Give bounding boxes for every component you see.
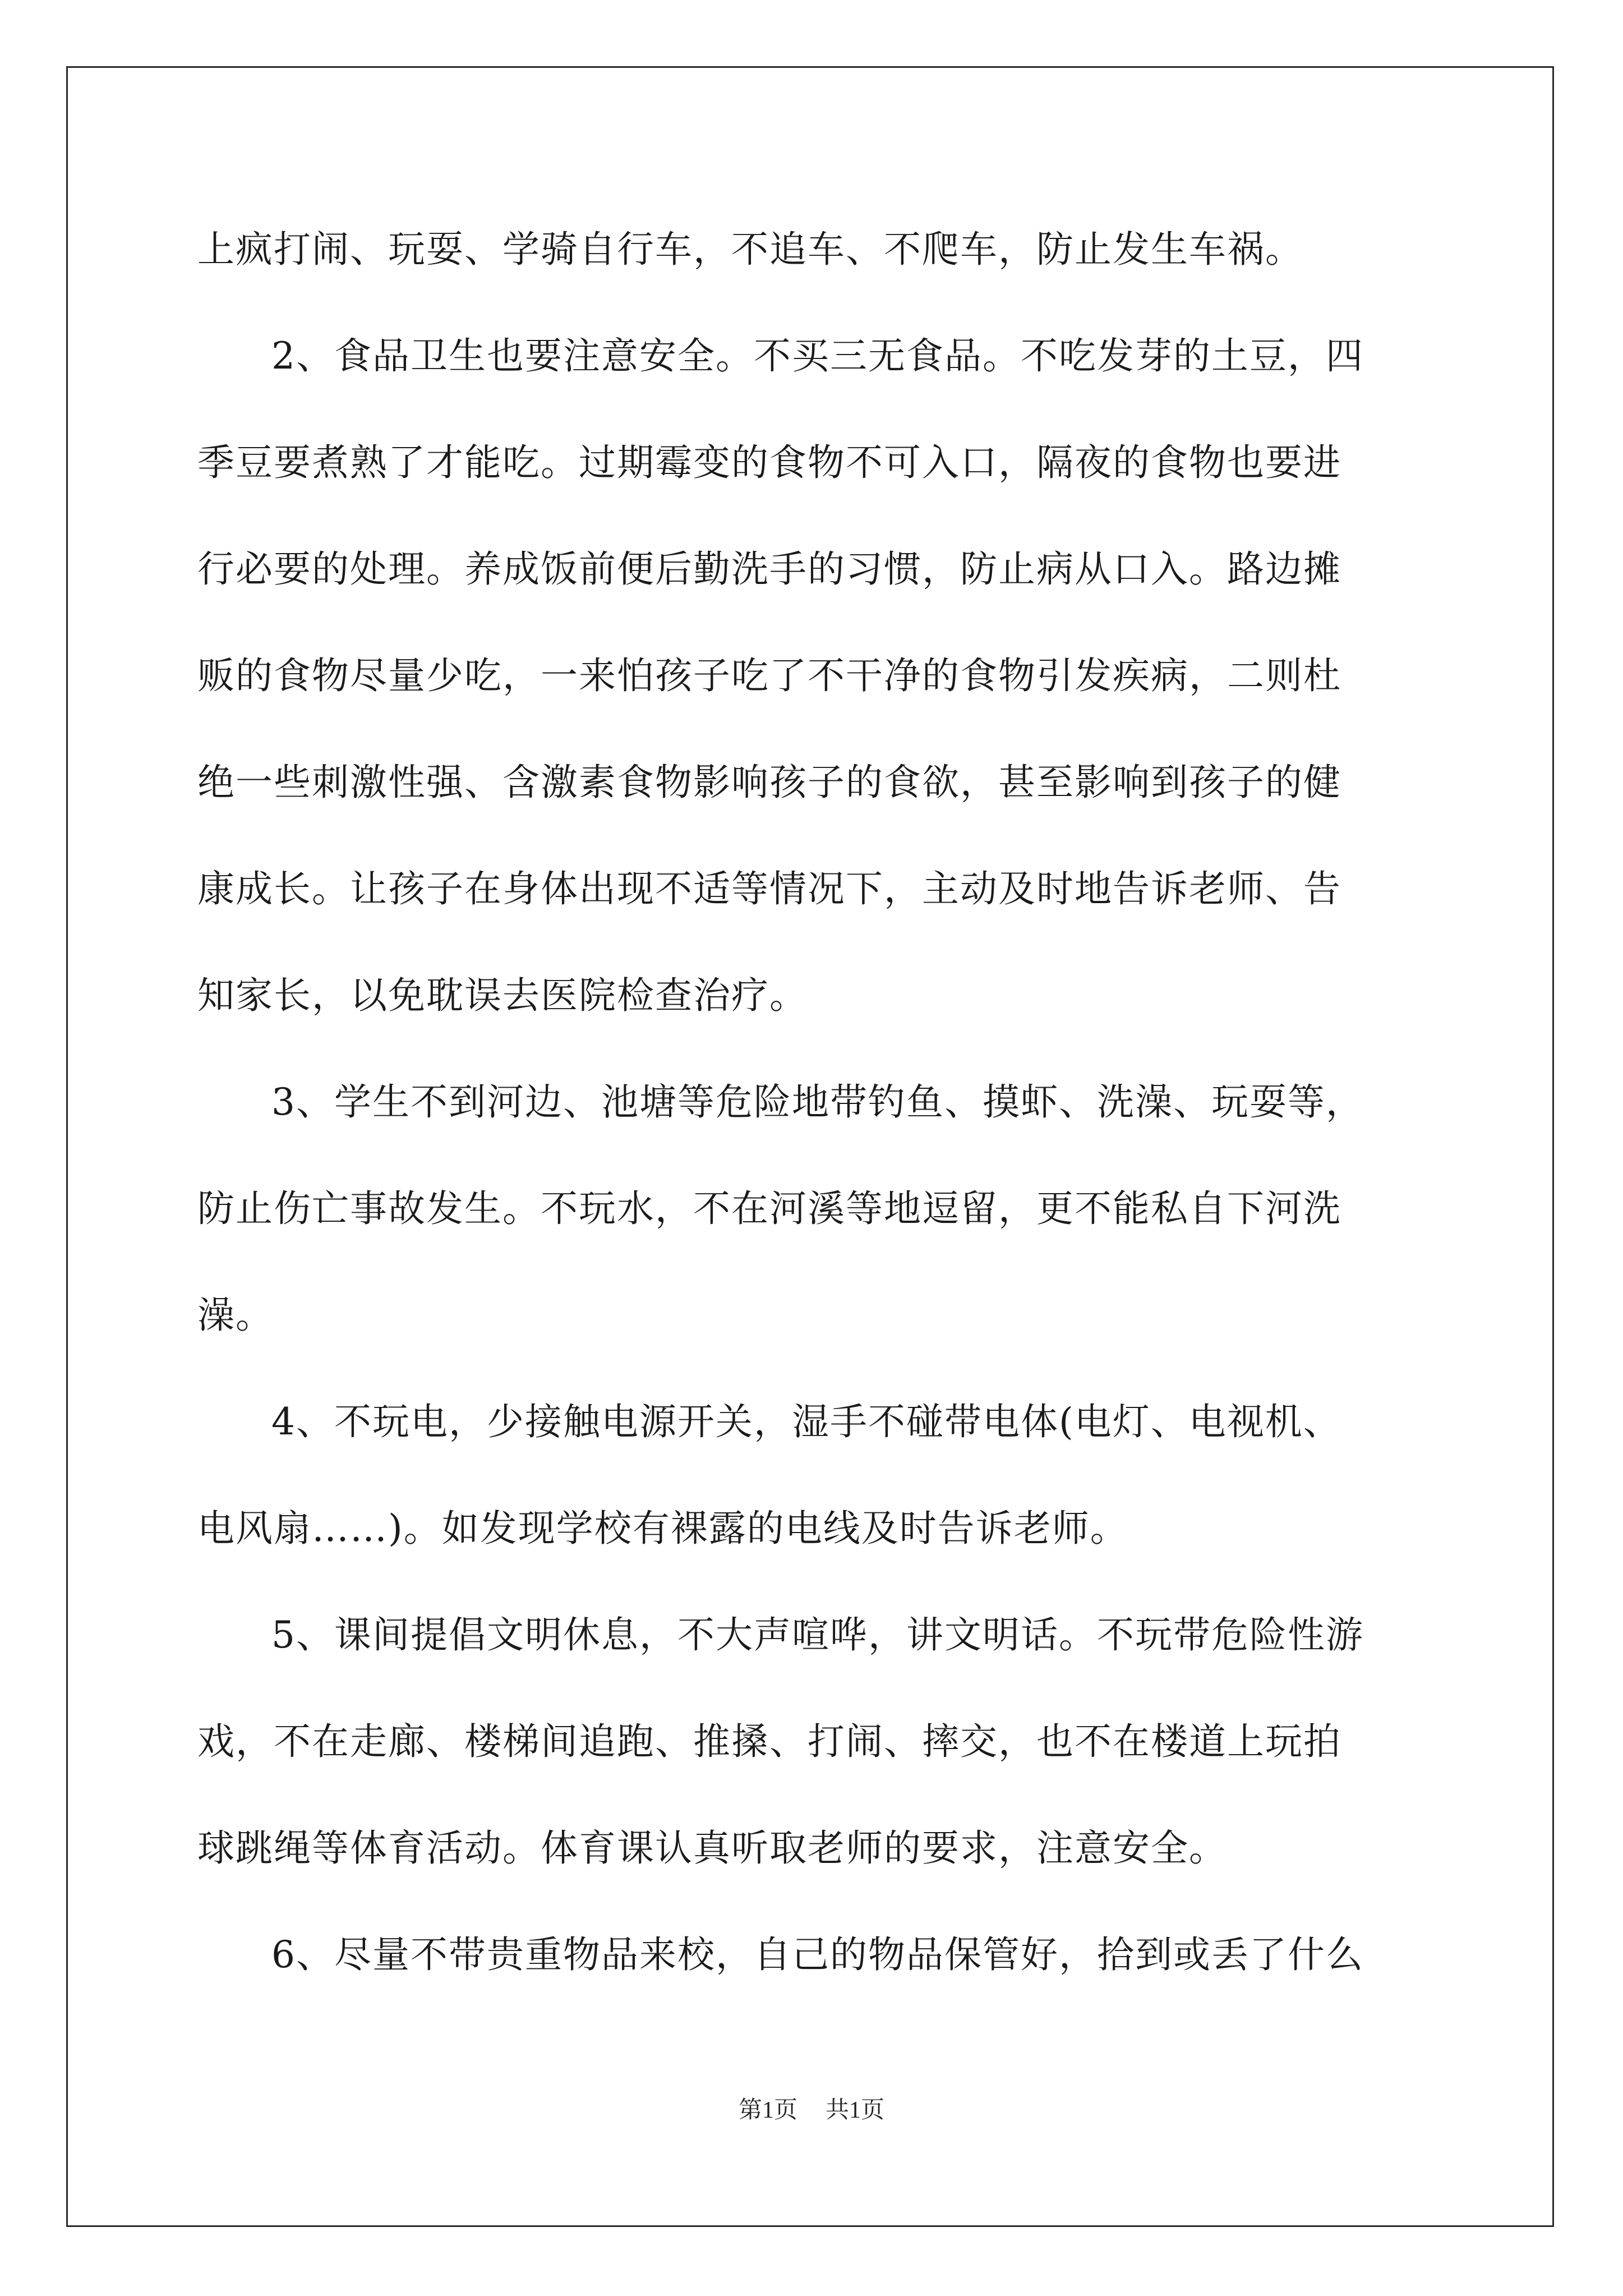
body-line: 绝一些刺激性强、含激素食物影响孩子的食欲，甚至影响到孩子的健 — [197, 761, 1341, 804]
paragraph-4-line: 4、不玩电，少接触电源开关，湿手不碰带电体(电灯、电视机、 — [271, 1400, 1341, 1443]
page-footer — [0, 2091, 1623, 2125]
page-total: 共1页 — [826, 2097, 885, 2123]
body-line: 电风扇……)。如发现学校有裸露的电线及时告诉老师。 — [197, 1507, 1128, 1550]
paragraph-6-line: 6、尽量不带贵重物品来校，自己的物品保管好，拾到或丢了什么 — [271, 1933, 1364, 1976]
body-line: 行必要的处理。养成饭前便后勤洗手的习惯，防止病从口入。路边摊 — [197, 547, 1341, 591]
paragraph-2-line: 2、食品卫生也要注意安全。不买三无食品。不吃发芽的土豆，四 — [271, 334, 1364, 378]
body-line: 康成长。让孩子在身体出现不适等情况下，主动及时地告诉老师、告 — [197, 867, 1341, 910]
body-line: 季豆要煮熟了才能吃。过期霉变的食物不可入口，隔夜的食物也要进 — [197, 441, 1341, 484]
body-line: 球跳绳等体育活动。体育课认真听取老师的要求，注意安全。 — [197, 1826, 1227, 1870]
paragraph-3-line: 3、学生不到河边、池塘等危险地带钓鱼、摸虾、洗澡、玩耍等， — [271, 1080, 1364, 1124]
page-number: 第1页 — [738, 2097, 797, 2123]
body-line: 戏，不在走廊、楼梯间追跑、推搡、打闹、摔交，也不在楼道上玩拍 — [197, 1720, 1341, 1763]
paragraph-5-line: 5、课间提倡文明休息，不大声喧哗，讲文明话。不玩带危险性游 — [271, 1613, 1364, 1657]
body-line: 防止伤亡事故发生。不玩水，不在河溪等地逗留，更不能私自下河洗 — [197, 1187, 1341, 1230]
document-body — [197, 196, 1426, 2008]
body-line: 知家长，以免耽误去医院检查治疗。 — [197, 974, 808, 1017]
body-line: 澡。 — [197, 1294, 274, 1337]
body-line: 贩的食物尽量少吃，一来怕孩子吃了不干净的食物引发疾病，二则杜 — [197, 654, 1341, 697]
body-line: 上疯打闹、玩耍、学骑自行车，不追车、不爬车，防止发生车祸。 — [197, 228, 1303, 271]
